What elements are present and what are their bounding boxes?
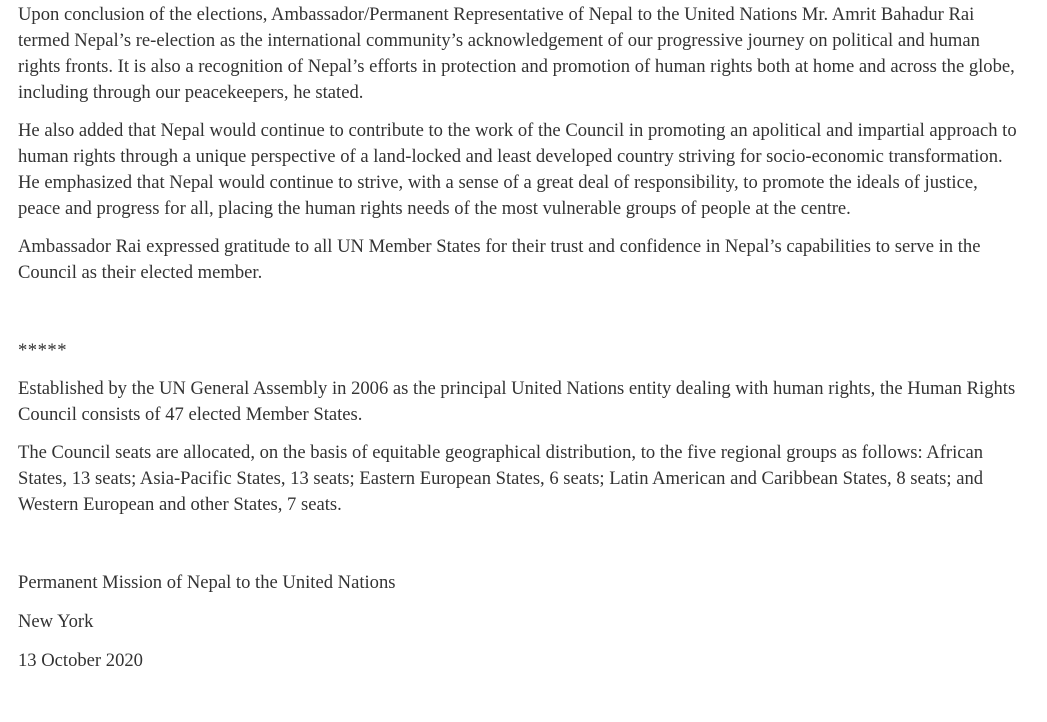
signature-organization: Permanent Mission of Nepal to the United Nations: [18, 572, 396, 593]
signature-date: 13 October 2020: [18, 650, 143, 671]
paragraph-gratitude: Ambassador Rai expressed gratitude to all UN Member States for their trust and confidence in Nepal’s capabilities to serve in the Council as their elected member.: [18, 236, 981, 283]
spacer: [18, 298, 1023, 338]
section-separator: *****: [18, 340, 67, 361]
spacer: [18, 530, 1023, 570]
paragraph-seat-allocation: The Council seats are allocated, on the basis of equitable geographical distribution, to the five regional groups as follows: African States, 13 seats; Asia-Pacific States, 13 seats; Eastern European States, 6 seats; Latin American and Caribbean States, 8 seats; and Western European and other States, 7 seats.: [18, 442, 984, 515]
press-release-body: [18, 2, 1023, 687]
signature-city: New York: [18, 611, 94, 632]
paragraph-ambassador-statement: Upon conclusion of the elections, Ambassador/Permanent Representative of Nepal to the United Nations Mr. Amrit Bahadur Rai termed Nepal’s re-election as the international community’s acknowledgement of our progressive journey on political and human rights fronts. It is also a recognition of Nepal’s efforts in protection and promotion of human rights both at home and across the globe, including through our peacekeepers, he stated.: [18, 4, 1015, 103]
paragraph-nepal-contribution: He also added that Nepal would continue to contribute to the work of the Council in promoting an apolitical and impartial approach to human rights through a unique perspective of a land-locked and least developed country striving for socio-economic transformation. He emphasized that Nepal would continue to strive, with a sense of a great deal of responsibility, to promote the ideals of justice, peace and progress for all, placing the human rights needs of the most vulnerable groups of people at the centre.: [18, 120, 1017, 219]
paragraph-hrc-establishment: Established by the UN General Assembly in 2006 as the principal United Nations entity dealing with human rights, the Human Rights Council consists of 47 elected Member States.: [18, 378, 1016, 425]
